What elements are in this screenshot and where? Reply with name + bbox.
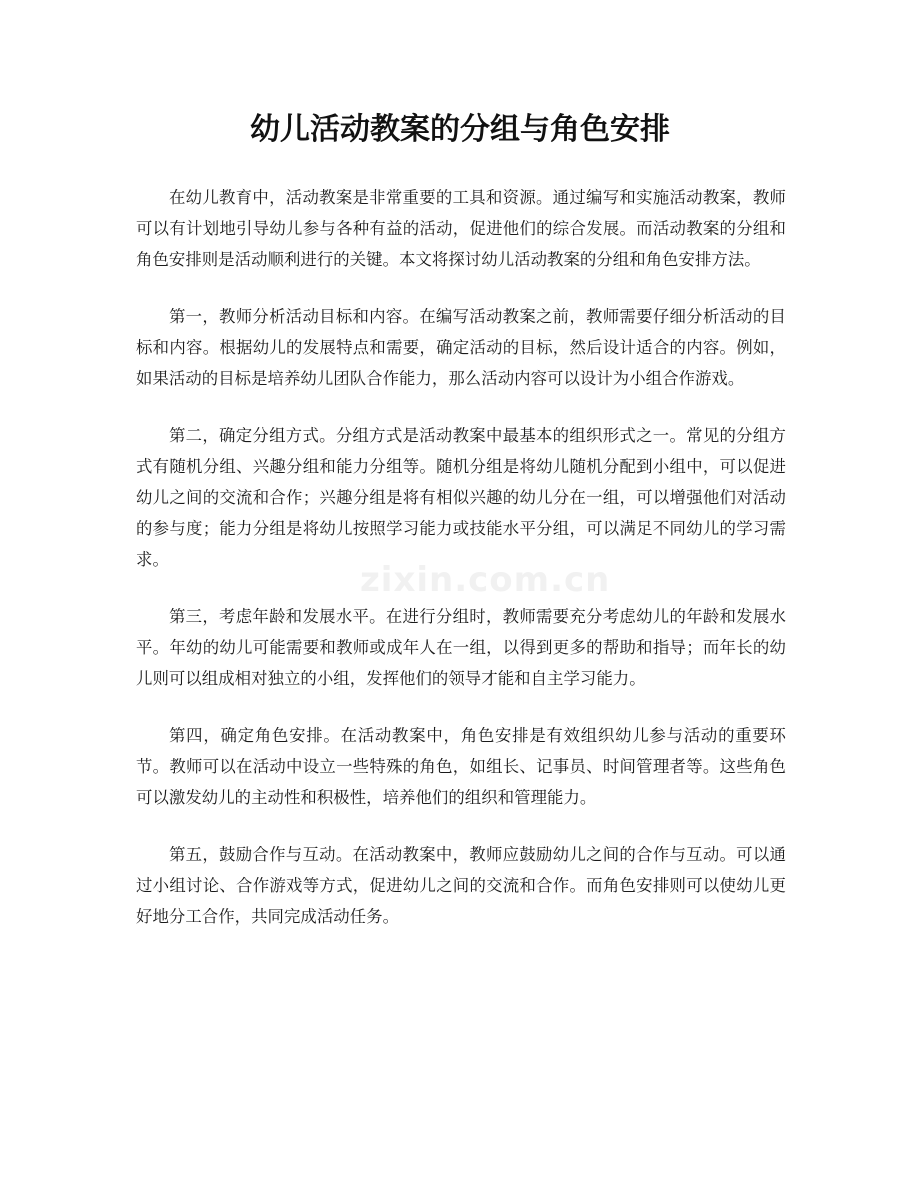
watermark: zixin.com.cn: [360, 560, 611, 600]
paragraph-4: 第四，确定角色安排。在活动教案中，角色安排是有效组织幼儿参与活动的重要环节。教师可以在活动中设立一些特殊的角色，如组长、记事员、时间管理者等。这些角色可以激发幼儿的主动性和积极性，培养他们的组织和管理能力。: [136, 726, 786, 807]
paragraph-intro: 在幼儿教育中，活动教案是非常重要的工具和资源。通过编写和实施活动教案，教师可以有计划地引导幼儿参与各种有益的活动，促进他们的综合发展。而活动教案的分组和角色安排则是活动顺利进行的关键。本文将探讨幼儿活动教案的分组和角色安排方法。: [136, 188, 786, 269]
document-body: [136, 182, 786, 958]
paragraph-2: 第二，确定分组方式。分组方式是活动教案中最基本的组织形式之一。常见的分组方式有随机分组、兴趣分组和能力分组等。随机分组是将幼儿随机分配到小组中，可以促进幼儿之间的交流和合作；兴趣分组是将有相似兴趣的幼儿分在一组，可以增强他们对活动的参与度；能力分组是将幼儿按照学习能力或技能水平分组，可以满足不同幼儿的学习需求。: [136, 426, 786, 569]
document-title: 幼儿活动教案的分组与角色安排: [250, 112, 670, 147]
paragraph-3: 第三，考虑年龄和发展水平。在进行分组时，教师需要充分考虑幼儿的年龄和发展水平。年幼的幼儿可能需要和教师或成年人在一组，以得到更多的帮助和指导；而年长的幼儿则可以组成相对独立的小组，发挥他们的领导才能和自主学习能力。: [136, 607, 786, 688]
paragraph-1: 第一，教师分析活动目标和内容。在编写活动教案之前，教师需要仔细分析活动的目标和内容。根据幼儿的发展特点和需要，确定活动的目标，然后设计适合的内容。例如，如果活动的目标是培养幼儿团队合作能力，那么活动内容可以设计为小组合作游戏。: [136, 307, 786, 388]
paragraph-5: 第五，鼓励合作与互动。在活动教案中，教师应鼓励幼儿之间的合作与互动。可以通过小组讨论、合作游戏等方式，促进幼儿之间的交流和合作。而角色安排则可以使幼儿更好地分工合作，共同完成活动任务。: [136, 845, 786, 926]
